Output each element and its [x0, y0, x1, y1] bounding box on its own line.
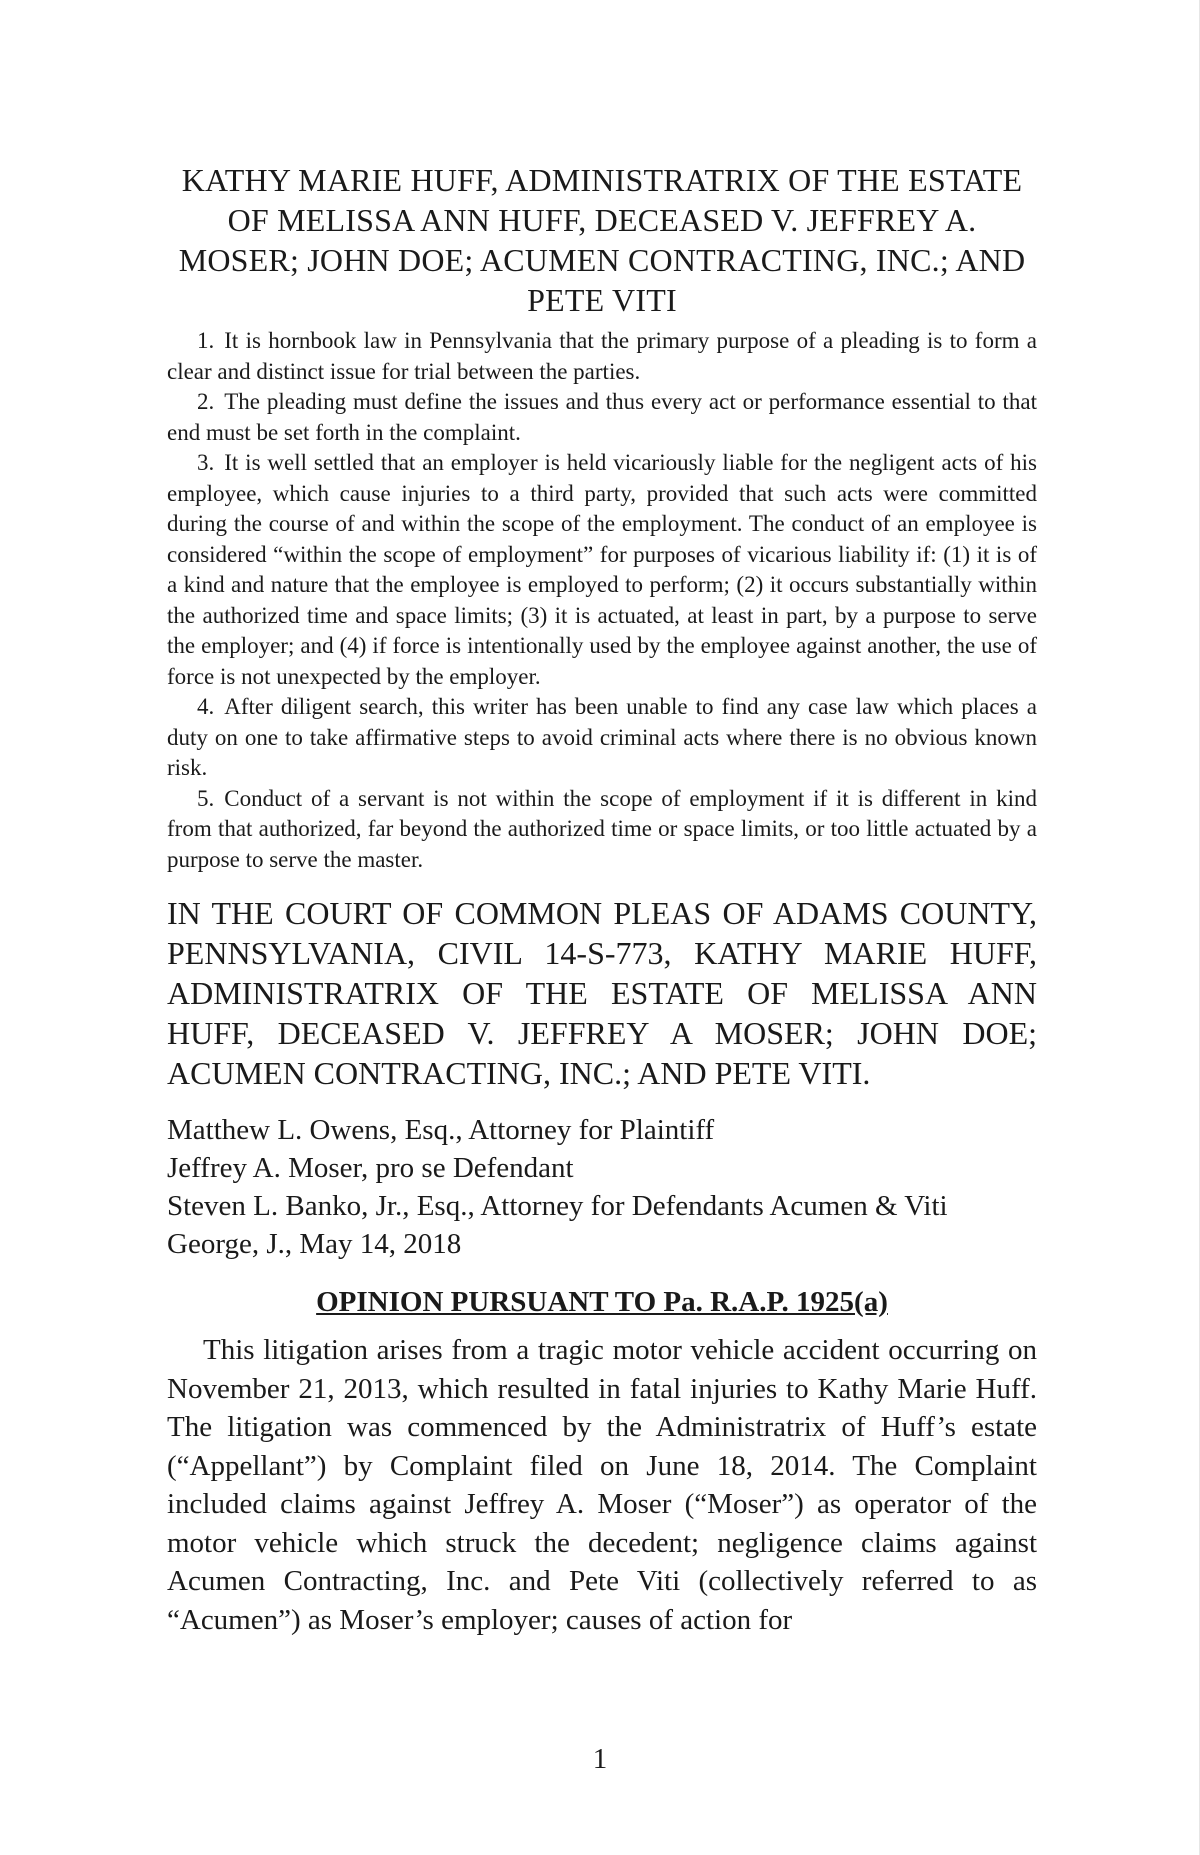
headnote-number: 4. — [197, 694, 215, 719]
opinion-body-paragraph: This litigation arises from a tragic motor vehicle accident occurring on November 21, 2013, which resulted in fatal injuries to Kathy Marie Huff. The litigation was commenced by the Administratrix of Huff’s estate (“Appellant”) by Complaint filed on June 18, 2014. The Complaint included claims against Jeffrey A. Moser (“Moser”) as operator of the motor vehicle which struck the decedent; negligence claims against Acumen Contracting, Inc. and Pete Viti (collectively referred to as “Acumen”) as Moser’s employer; causes of action for — [167, 1334, 1037, 1636]
court-caption: IN THE COURT OF COMMON PLEAS OF ADAMS COUNTY, PENNSYLVANIA, CIVIL 14-S-773, KATHY MARIE HUFF, ADMINISTRATRIX OF THE ESTATE OF MELISSA ANN HUFF, DECEASED V. JEFFREY A MOSER; JOHN DOE; ACUMEN CONTRACTING, INC.; AND PETE VITI. — [167, 895, 1037, 1091]
page-content — [167, 160, 1037, 1639]
headnote-number: 1. — [197, 328, 215, 353]
headnote-number: 3. — [197, 450, 215, 475]
headnotes — [167, 326, 1037, 875]
headnote-text: Conduct of a servant is not within the scope of employment if it is different in kind from that authorized, far beyond the authorized time or space limits, or too little actuated by a purpose to serve the master. — [167, 785, 1037, 872]
headnote-text: It is well settled that an employer is held vicariously liable for the negligent acts of his employee, which cause injuries to a third party, provided that such acts were committed during the course of and within the scope of the employment. The conduct of an employee is considered “within the scope of employment” for purposes of vicarious liability if: (1) it is of a kind and nature that the employee is employed to perform; (2) it occurs substantially within the authorized time and space limits; (3) it is actuated, at least in part, by a purpose to serve the employer; and (4) if force is intentionally used by the employee against another, the use of force is not unexpected by the employer. — [167, 450, 1037, 689]
counsel-defendants: Steven L. Banko, Jr., Esq., Attorney for Defendants Acumen & Viti — [167, 1190, 948, 1222]
headnote-3 — [167, 448, 1037, 692]
page-number: 1 — [592, 1743, 608, 1775]
headnote-text: It is hornbook law in Pennsylvania that the primary purpose of a pleading is to form a clear and distinct issue for trial between the parties. — [167, 328, 1037, 384]
headnote-number: 2. — [197, 389, 215, 414]
judge-date-line: George, J., May 14, 2018 — [167, 1228, 462, 1260]
headnote-1 — [167, 326, 1037, 387]
counsel-list — [167, 1111, 1037, 1263]
headnote-text: The pleading must define the issues and thus every act or performance essential to that end must be set forth in the complaint. — [167, 389, 1037, 445]
case-title: KATHY MARIE HUFF, ADMINISTRATRIX OF THE ESTATE OF MELISSA ANN HUFF, DECEASED V. JEFFREY A. MOSER; JOHN DOE; ACUMEN CONTRACTING, INC.; AND PETE VITI — [178, 162, 1026, 318]
headnote-2 — [167, 387, 1037, 448]
headnote-5 — [167, 784, 1037, 876]
headnote-text: After diligent search, this writer has been unable to find any case law which places a duty on one to take affirmative steps to avoid criminal acts where there is no obvious known risk. — [167, 694, 1037, 780]
opinion-heading: OPINION PURSUANT TO Pa. R.A.P. 1925(a) — [316, 1286, 888, 1318]
counsel-plaintiff: Matthew L. Owens, Esq., Attorney for Plaintiff — [167, 1114, 715, 1146]
headnote-4 — [167, 692, 1037, 784]
counsel-pro-se-defendant: Jeffrey A. Moser, pro se Defendant — [167, 1152, 574, 1184]
headnote-number: 5. — [197, 785, 215, 811]
